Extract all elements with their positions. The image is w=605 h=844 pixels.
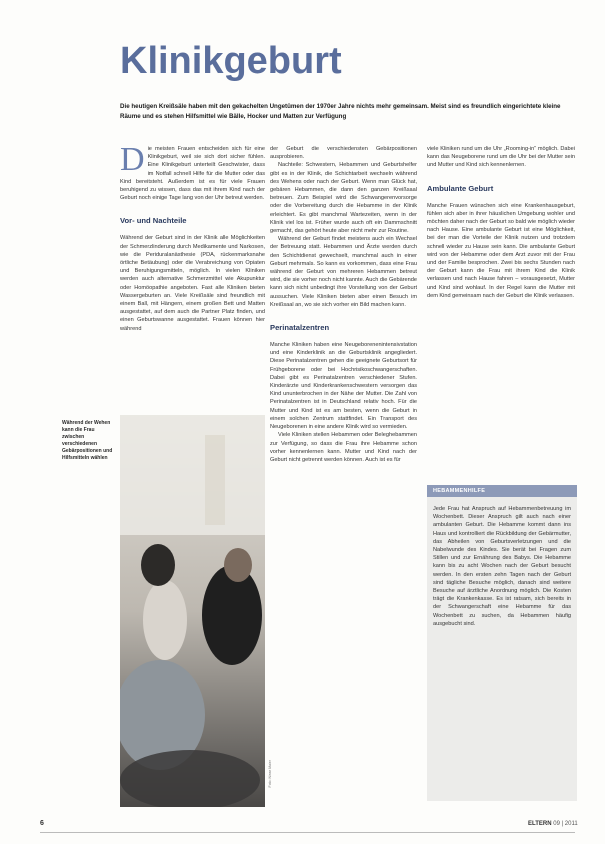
column-2 <box>270 145 417 464</box>
paragraph: Während der Geburt sind in der Klinik alle Möglichkeiten der Schmerzlinderung durch Medikamente und Narkosen, wie die Periduralanästhesie (PDA, rückenmarksnahe örtliche Betäubung) oder die Verabreichung von Opiaten und Beruhigungsmitteln, möglich. In vielen Kliniken werden auch alternative Schmerzmittel wie Akupunktur oder Homöopathie angeboten. Fast alle Kliniken bieten Wassergeburten an. Viele Kreißsäle sind freundlich mit einem Ball, mit Hängern, einem großen Bett und Matten ausgestattet, auf dem auch die Partner Platz finden, und einen Geburtswanne ausgestattet. Frauen können hier während <box>120 235 265 332</box>
issue-info <box>528 821 578 827</box>
paragraph: Manche Kliniken haben eine Neugeborenenintensivstation und eine Kinderklinik an die Geburtsklinik angegliedert. Diese Perinatalzentren gehen die geeignete Geburtsort für Frühgeborene oder bei Hochrisikoschwangerschaften. Dabei gibt es Perinatalzentren verschiedener Stufen. Kinderärzte und Kinderkrankenschwestern versorgen das Kind ununterbrochen in der Nähe der Mutter. Die Zahl von Perinatalzentren ist in Deutschland relativ hoch. Für die Mutter und Kind ist es am besten, wenn die Geburt in einem solchen Zentrum stattfindet. Ein Transport des Neugeborenen in eine andere Klinik wird so vermieden. <box>270 342 417 431</box>
column-1 <box>120 141 265 333</box>
intro-text: ie meisten Frauen entscheiden sich für eine Klinikgeburt, weil sie sich dort sicher fühlen. Eine Klinikgeburt unterteilt Geschwister, dass im Notfall schnell Hilfe für die Mutter oder das Kind bereitsteht. Außerdem ist es für viele Frauen beruhigend zu wissen, dass das mit ihrem Kind nach der Geburt noch einige Tage lang von der Uhr betreut werden. <box>120 146 265 202</box>
dropcap: D <box>120 141 145 178</box>
magazine-name: ELTERN <box>528 821 552 827</box>
page-number: 6 <box>40 820 44 827</box>
subhead-pros-cons: Vor- und Nachteile <box>120 216 187 226</box>
issue-number: 09 | 2011 <box>553 821 578 827</box>
photo-caption: Während der Wehen kann die Frau zwischen verschiedenen Gebärpositionen und Hilfsmitteln wählen <box>62 420 113 461</box>
photo-illustration <box>120 415 265 807</box>
photo-credit: Foto: Nisse Maier <box>268 760 272 788</box>
paragraph: Manche Frauen wünschen sich eine Krankenhausgeburt, fühlen sich aber in ihrer häuslichen Umgebung wohler und möchten daher nach der Geburt so bald wie möglich wieder nach Hause. Eine ambulante Geburt ist eine Möglichkeit, bei der man die Vorteile der Klinik nutzen und trotzdem schnell wieder zu Hause sein kann. Die ambulante Geburt wird von der Hebamme oder dem Arzt zuvor mit der Frau und der Familie besprochen. Zwei bis sechs Stunden nach der Geburt kann die Frau mit ihrem Kind die Klinik verlassen und nach Hause fahren – vorausgesetzt, Mutter und Kind sind wohlauf. In der Regel kann die Mutter mit dem Kind gemeinsam nach der Geburt die Klinik verlassen. <box>427 202 575 299</box>
info-box <box>427 485 577 801</box>
paragraph: Nachteile: Schwestern, Hebammen und Geburtshelfer gibt es in der Klinik, die Schichtarbeit wechseln während des Wehens oder nach der Geburt. Wenn man Glück hat, gebären Hebammen, die dann den ganzen Kreißsaal betreuen. Zum Beispiel wird die Schwangerenvorsorge oder die Vorbereitung durch die Hebamme in der Klinik erleichtert. Es gibt manchmal Wartezeiten, wenn in der Klinik viel los ist. Früher wurde auch oft ein Dammschnitt gemacht, das gehört heute aber nicht mehr zur Routine. <box>270 162 417 235</box>
photo-birth-room <box>120 415 265 807</box>
paragraph: Viele Kliniken stellen Hebammen oder Beleghebammen zur Verfügung, so dass die Frau ihre Hebamme schon vorher kennenlernen kann. Mutter und Kind nach der Geburt nicht getrennt werden können. Auch ist es für <box>270 432 417 463</box>
paragraph: der Geburt die verschiedensten Gebärpositionen ausprobieren. <box>270 146 417 161</box>
page-title: Klinikgeburt <box>120 40 342 82</box>
subhead-perinatal: Perinatalzentren <box>270 323 330 333</box>
paragraph: Während der Geburt findet meistens auch ein Wechsel der Betreuung statt. Hebammen und Ärzte werden durch den Schichtdienst gewechselt, manchmal auch in einer Geburt mehrmals. So kann es vorkommen, dass eine Frau während der Geburt von mehreren Hebammen betreut wird, die sie vorher noch nicht kannte. Auch die Gebärende kann sich nicht unbedingt ihre Vorstellung von der Geburt aussuchen. Viele Kliniken bieten aber einen Besuch im Kreißsaal an, wo sie sich vorher ein Bild machen kann. <box>270 236 417 308</box>
paragraph: viele Kliniken rund um die Uhr „Rooming-in“ möglich. Dabei kann das Neugeborene rund um die Uhr bei der Mutter sein und Mutter und Kind sich kennenlernen. <box>427 146 575 169</box>
column-3 <box>427 145 575 300</box>
footer-divider <box>40 832 575 833</box>
intro-paragraph <box>120 141 265 202</box>
lead-paragraph: Die heutigen Kreißsäle haben mit den gekachelten Ungetümen der 1970er Jahre nichts mehr gemeinsam. Meist sind es freundlich eingerichtete kleine Räume und es stehen Hilfsmittel wie Bälle, Hocker und Matten zur Verfügung <box>120 103 561 120</box>
info-box-heading: HEBAMMENHILFE <box>427 485 577 497</box>
subhead-ambulant: Ambulante Geburt <box>427 183 494 193</box>
info-box-body: Jede Frau hat Anspruch auf Hebammenbetreuung im Wochenbett. Dieser Anspruch gilt auch nach einer ambulanten Geburt. Die Hebamme kommt dann ins Haus und kontrolliert die Rückbildung der Gebärmutter, das Abheilen von Geburtsverletzungen und die Nabelwunde des Kindes. Sie berät bei Fragen zum Stillen und zur Ernährung des Babys. Die Hebamme kann bis zu acht Wochen nach der Geburt besucht werden. In den ersten zehn Tagen nach der Geburt sind tägliche Besuche möglich, danach sind weitere Besuche auf ärztliche Anordnung möglich. Die Kosten trägt die Krankenkasse. Es ist ratsam, sich bereits in der Schwangerschaft eine Hebamme für das Wochenbett zu suchen, da Hebammen häufig ausgebucht sind. <box>433 506 571 627</box>
